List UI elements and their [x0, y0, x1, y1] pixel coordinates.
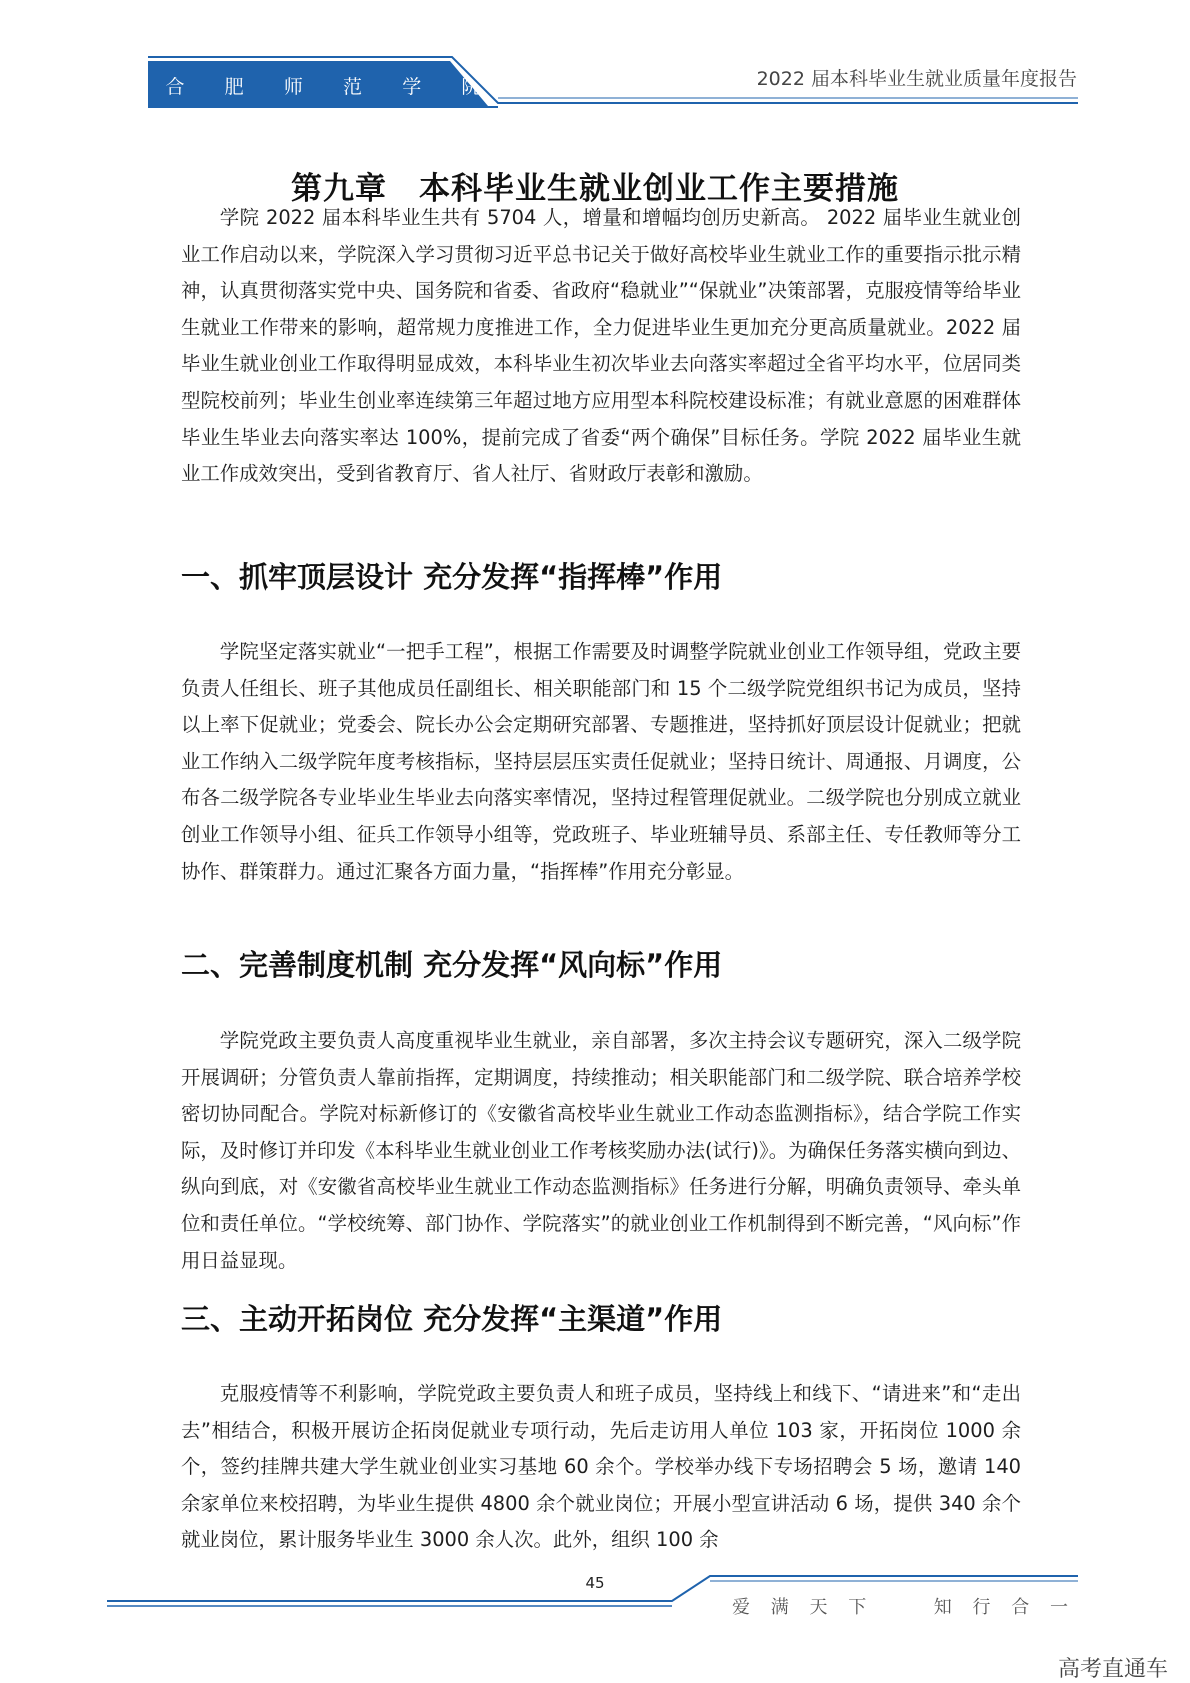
section-body-3: 克服疫情等不利影响，学院党政主要负责人和班子成员，坚持线上和线下、“请进来”和“走出去”相结合，积极开展访企拓岗促就业专项行动，先后走访用人单位 103 家，开拓岗位 1000 余个，签约挂牌共建大学生就业创业实习基地 60 余个。学校举办线下专场招聘会 5 场，邀请 140 余家单位来校招聘，为毕业生提供 4800 余个就业岗位；开展小型宣讲活动 6 场，提供 340 余个就业岗位，累计服务毕业生 3000 余人次。此外，组织 100 余: [181, 1382, 1021, 1552]
motto-char: 一: [1050, 1597, 1068, 1618]
section-title-2: 二、完善制度机制 充分发挥“风向标”作用: [181, 948, 723, 982]
motto-char: 天: [809, 1597, 828, 1618]
motto-char: 行: [972, 1597, 991, 1618]
section-title-1: 一、抓牢顶层设计 充分发挥“指挥棒”作用: [181, 560, 723, 594]
watermark: 高考直通车: [1057, 1657, 1168, 1682]
motto-char: 合: [1011, 1597, 1030, 1618]
school-char: 院: [461, 76, 481, 98]
chapter-title: 第九章 本科毕业生就业创业工作主要措施: [291, 170, 899, 207]
section-body-2: 学院党政主要负责人高度重视毕业生就业，亲自部署，多次主持会议专题研究，深入二级学院开展调研；分管负责人靠前指挥，定期调度，持续推动；相关职能部门和二级学院、联合培养学校密切协同配合。学院对标新修订的《安徽省高校毕业生就业工作动态监测指标》，结合学院工作实际，及时修订并印发《本科毕业生就业创业工作考核奖励办法(试行)》。为确保任务落实横向到边、纵向到底，对《安徽省高校毕业生就业工作动态监测指标》任务进行分解，明确负责领导、牵头单位和责任单位。“学校统筹、部门协作、学院落实”的就业创业工作机制得到不断完善，“风向标”作用日益显现。: [181, 1029, 1021, 1272]
header-report-title: 2022 届本科毕业生就业质量年度报告: [756, 68, 1077, 90]
page-number: 45: [585, 1574, 605, 1592]
motto-gap: [885, 1593, 915, 1619]
intro-paragraph: 学院 2022 届本科毕业生共有 5704 人，增量和增幅均创历史新高。 2022 届毕业生就业创业工作启动以来，学院深入学习贯彻习近平总书记关于做好高校毕业生就业工作的重要指示批示精神，认真贯彻落实党中央、国务院和省委、省政府“稳就业”“保就业”决策部署，克服疫情等给毕业生就业工作带来的影响，超常规力度推进工作，全力促进毕业生更加充分更高质量就业。2022 届毕业生就业创业工作取得明显成效，本科毕业生初次毕业去向落实率超过全省平均水平，位居同类型院校前列；毕业生创业率连续第三年超过地方应用型本科院校建设标准；有就业意愿的困难群体毕业生毕业去向落实率达 100%，提前完成了省委“两个确保”目标任务。学院 2022 届毕业生就业工作成效突出，受到省教育厅、省人社厅、省财政厅表彰和激励。: [181, 206, 1021, 486]
motto-char: 下: [848, 1597, 867, 1618]
motto-char: 知: [933, 1597, 952, 1618]
section-title-3: 三、主动开拓岗位 充分发挥“主渠道”作用: [181, 1302, 723, 1336]
school-char: 合: [165, 76, 185, 98]
school-char: 范: [343, 76, 363, 98]
footer-motto: [730, 1593, 1070, 1619]
motto-char: 满: [770, 1597, 789, 1618]
motto-char: 爱: [732, 1597, 750, 1618]
section-body-1: 学院坚定落实就业“一把手工程”，根据工作需要及时调整学院就业创业工作领导组，党政主要负责人任组长、班子其他成员任副组长、相关职能部门和 15 个二级学院党组织书记为成员，坚持以上率下促就业；党委会、院长办公会定期研究部署、专题推进，坚持抓好顶层设计促就业；把就业工作纳入二级学院年度考核指标，坚持层层压实责任促就业；坚持日统计、周通报、月调度，公布各二级学院各专业毕业生毕业去向落实率情况，坚持过程管理促就业。二级学院也分别成立就业创业工作领导小组、征兵工作领导小组等，党政班子、毕业班辅导员、系部主任、专任教师等分工协作、群策群力。通过汇聚各方面力量，“指挥棒”作用充分彰显。: [181, 640, 1021, 883]
school-char: 师: [283, 76, 303, 98]
school-char: 肥: [224, 76, 244, 98]
school-char: 学: [402, 76, 422, 98]
